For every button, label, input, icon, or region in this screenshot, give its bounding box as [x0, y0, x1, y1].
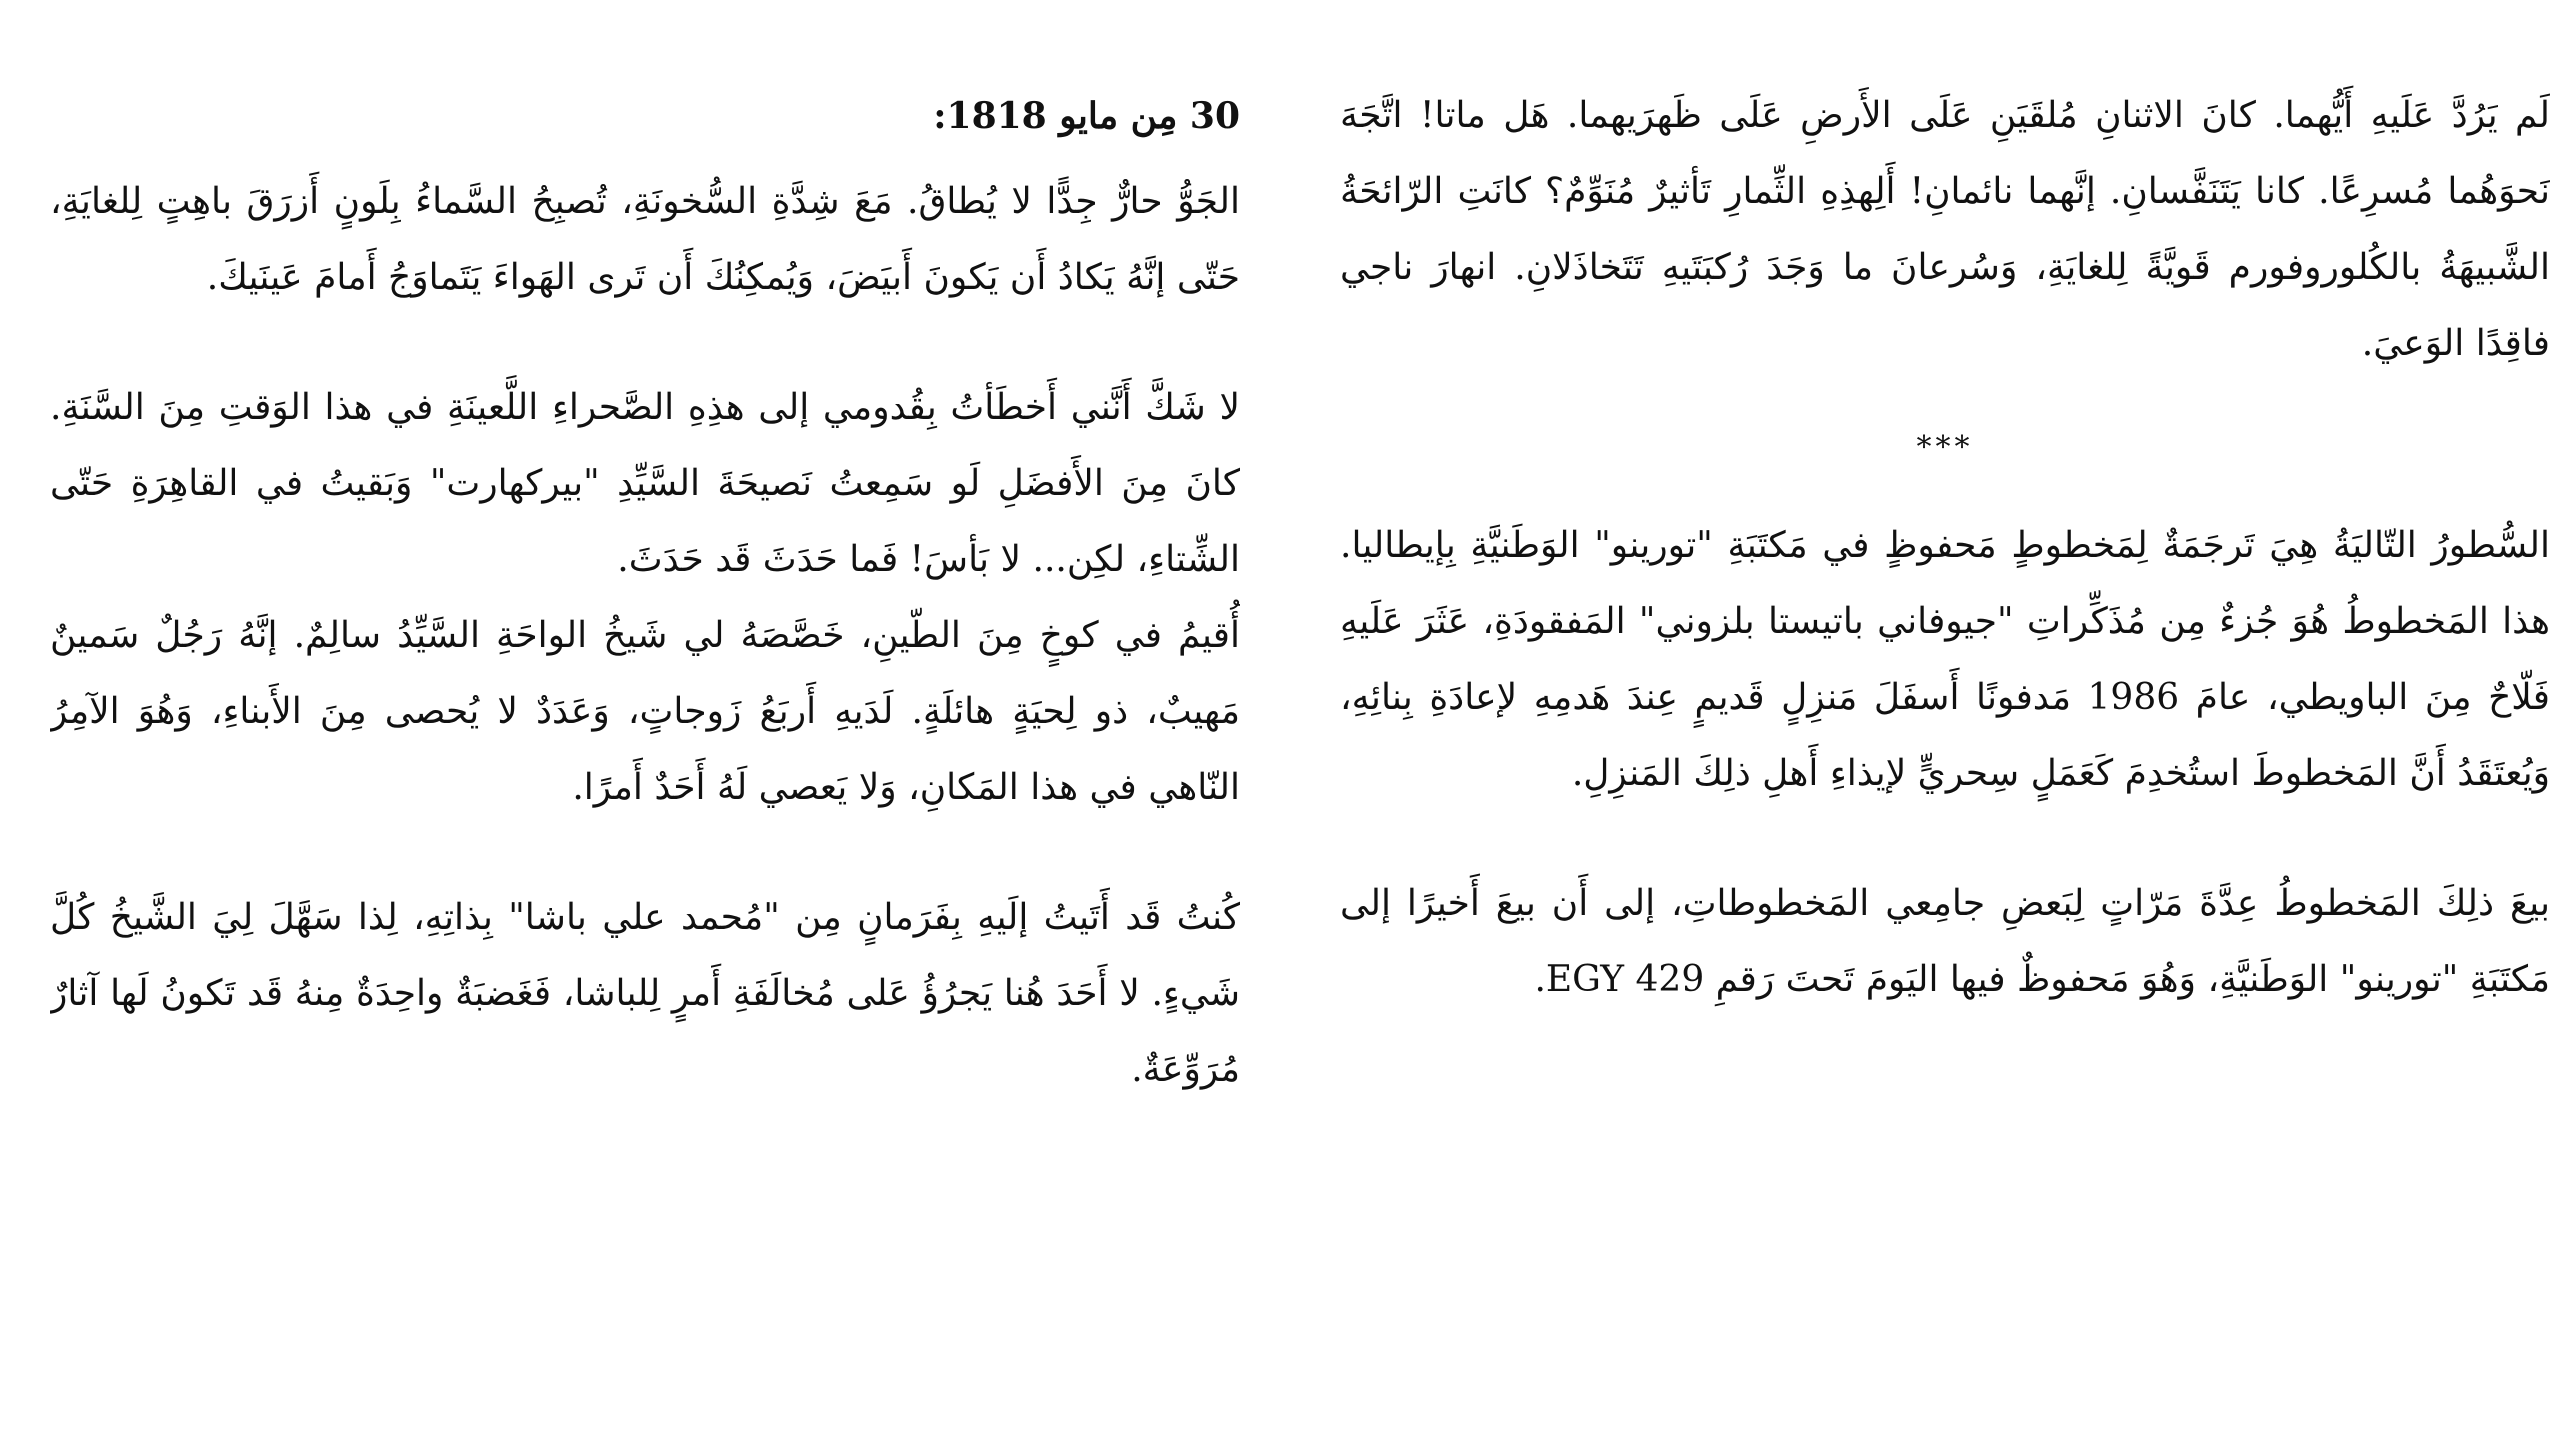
right-paragraph-1: لَم يَرُدَّ عَلَيهِ أَيُّهما. كانَ الاثنانِ مُلقَيَنِ عَلَى الأَرضِ عَلَى ظَهرَيهما. هَل ماتا! اتَّجَهَ نَحوَهُما مُسرِعًا. كانا يَتَنَفَّسانِ. إنَّهما نائمانِ! أَلِهذِهِ الثِّمارِ تَأثيرٌ مُنَوِّمٌ؟ كانَتِ الرّائحَةُ الشَّبيهَةُ بالكُلوروفورم قَويَّةً لِلغايَةِ، وَسُرعانَ ما وَجَدَ رُكبَتَيهِ تَتَخاذَلانِ. انهارَ ناجي فاقِدًا الوَعيَ. [1340, 95, 2550, 364]
left-paragraph-2: لا شَكَّ أَنَّني أَخطَأتُ بِقُدومي إلى هذِهِ الصَّحراءِ اللَّعينَةِ في هذا الوَقتِ مِنَ السَّنَةِ. كانَ مِنَ الأَفضَلِ لَو سَمِعتُ نَصيحَةَ السَّيِّدِ "بيركهارت" وَبَقيتُ في القاهِرَةِ حَتّى الشِّتاءِ، لكِن... لا بَأسَ! فَما حَدَثَ قَد حَدَثَ. [50, 387, 1240, 580]
left-paragraph-3: أُقيمُ في كوخٍ مِنَ الطّينِ، خَصَّصَهُ لي شَيخُ الواحَةِ السَّيِّدُ سالِمٌ. إنَّهُ رَجُلٌ سَمينٌ مَهيبٌ، ذو لِحيَةٍ هائلَةٍ. لَدَيهِ أَربَعُ زَوجاتٍ، وَعَدَدٌ لا يُحصى مِنَ الأَبناءِ، وَهُوَ الآمِرُ النّاهي في هذا المَكانِ، وَلا يَعصي لَهُ أَحَدٌ أَمرًا. [50, 615, 1240, 808]
paragraph-gap [50, 316, 1240, 370]
right-paragraph-3: بيعَ ذلِكَ المَخطوطُ عِدَّةَ مَرّاتٍ لِبَعضِ جامِعي المَخطوطاتِ، إلى أَن بيعَ أَخيرًا إلى مَكتَبَةِ "تورينو" الوَطَنيَّةِ، وَهُوَ مَحفوظٌ فيها اليَومَ تَحتَ رَقمِ EGY 429. [1340, 883, 2550, 1000]
section-separator: *** [1916, 430, 1974, 465]
paragraph-gap [50, 826, 1240, 880]
left-page [50, 78, 1240, 1378]
diary-date-heading: 30 مِن مايو 1818: [933, 95, 1240, 137]
left-paragraph-1: الجَوُّ حارٌّ جِدًّا لا يُطاقُ. مَعَ شِدَّةِ السُّخونَةِ، تُصبِحُ السَّماءُ بِلَونٍ أَزرَقَ باهِتٍ لِلغايَةِ، حَتّى إنَّهُ يَكادُ أَن يَكونَ أَبيَضَ، وَيُمكِنُكَ أَن تَرى الهَواءَ يَتَماوَجُ أَمامَ عَينَيكَ. [50, 181, 1240, 298]
paragraph-gap [1340, 812, 2550, 866]
right-paragraph-2: السُّطورُ التّاليَةُ هِيَ تَرجَمَةٌ لِمَخطوطٍ مَحفوظٍ في مَكتَبَةِ "تورينو" الوَطَنيَّةِ بِإيطاليا. هذا المَخطوطُ هُوَ جُزءٌ مِن مُذَكِّراتِ "جيوفاني باتيستا بلزوني" المَفقودَةِ، عَثَرَ عَلَيهِ فَلّاحٌ مِنَ الباويطي، عامَ 1986 مَدفونًا أَسفَلَ مَنزِلٍ قَديمٍ عِندَ هَدمِهِ لإعادَةِ بِنائِهِ، وَيُعتَقَدُ أَنَّ المَخطوطَ استُخدِمَ كَعَمَلٍ سِحريٍّ لإيذاءِ أَهلِ ذلِكَ المَنزِلِ. [1340, 525, 2550, 794]
left-paragraph-4: كُنتُ قَد أَتَيتُ إلَيهِ بِفَرَمانٍ مِن "مُحمد علي باشا" بِذاتِهِ، لِذا سَهَّلَ لِيَ الشَّيخُ كُلَّ شَيءٍ. لا أَحَدَ هُنا يَجرُؤُ عَلى مُخالَفَةِ أَمرٍ لِلباشا، فَغَضبَةٌ واحِدَةٌ مِنهُ قَد تَكونُ لَها آثارٌ مُرَوِّعَةٌ. [50, 897, 1240, 1090]
right-page [1340, 78, 2550, 1378]
